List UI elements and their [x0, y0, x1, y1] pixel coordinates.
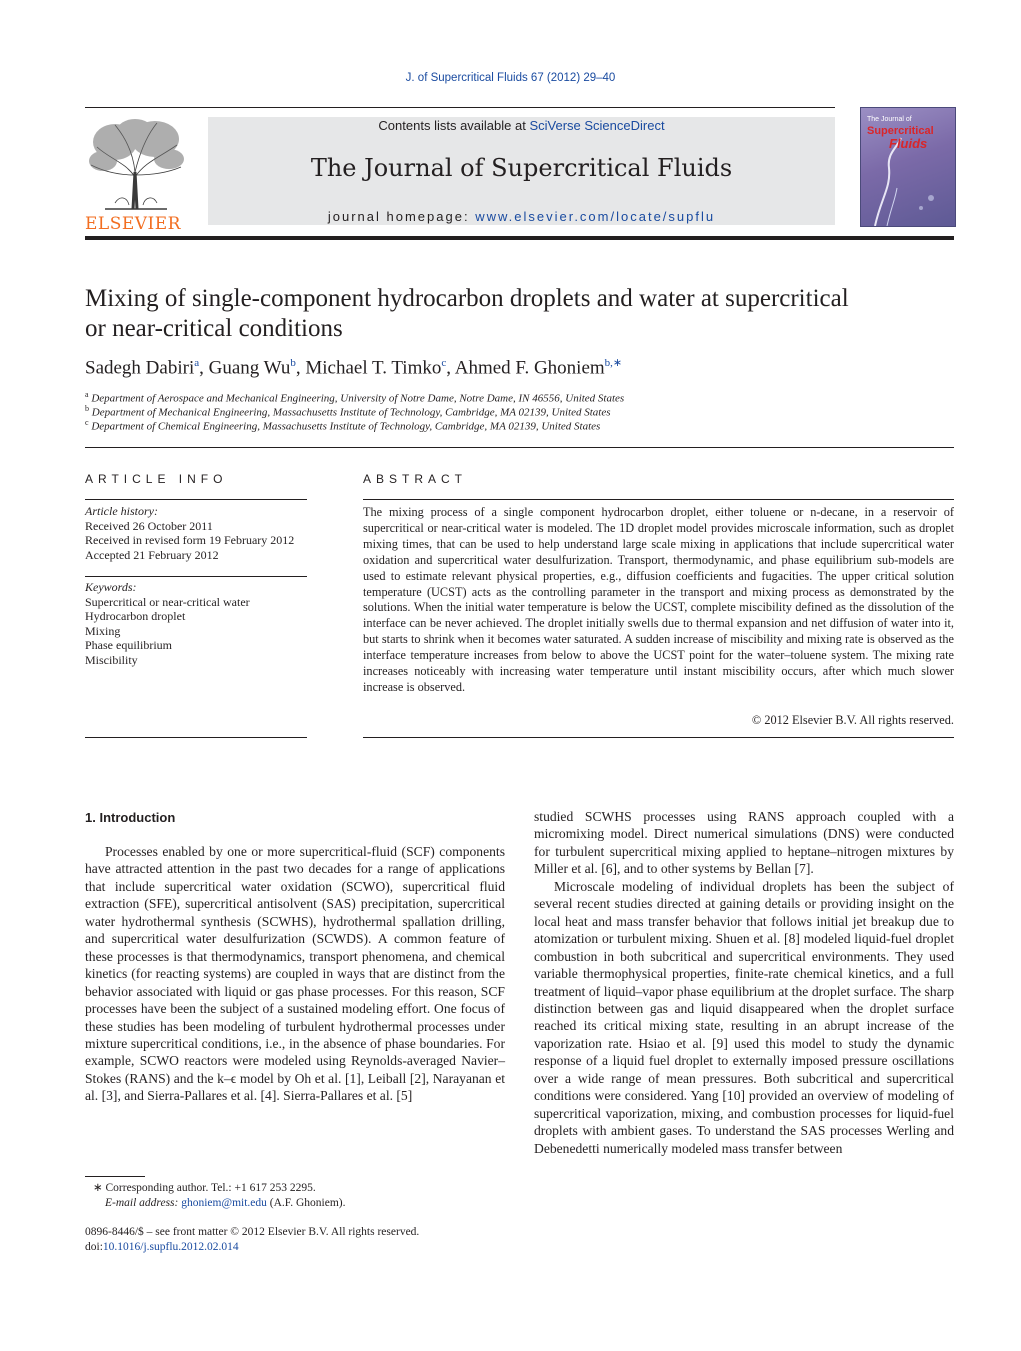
keywords-rule [85, 576, 307, 577]
accepted-date: Accepted 21 February 2012 [85, 547, 219, 562]
author-affil-mark[interactable]: b [290, 357, 296, 369]
journal-cover[interactable] [860, 107, 956, 227]
author-separator: , [295, 357, 306, 379]
abstract-heading: ABSTRACT [363, 472, 468, 486]
section-heading: 1. Introduction [85, 810, 176, 825]
publisher-wordmark: ELSEVIER [85, 214, 181, 234]
doi-link[interactable]: 10.1016/j.supflu.2012.02.014 [102, 1241, 239, 1253]
email-suffix: (A.F. Ghoniem). [266, 1197, 346, 1209]
affiliation [85, 418, 965, 433]
affiliation-text: Department of Aerospace and Mechanical Engineering, University of Notre Dame, Notre Dame, IN 46556, United States [91, 392, 625, 405]
author-separator: , [199, 357, 209, 379]
author-name[interactable]: Sadegh Dabiri [85, 357, 195, 379]
intro-paragraph: Processes enabled by one or more supercritical-fluid (SCF) components have attracted attention in the past two decades for a range of applications that include supercritical water oxidation (SCWO), supercritical fluid extraction (SFE), supercritical antisolvent (SAS) precipitation, supercritical water hydrothermal synthesis (SCWHS), hydrothermal spallation drilling, and supercritical water desulfurization (SCWDS). A common feature of these processes is that thermodynamics, transport phenomena, and chemical kinetics (for reacting systems) are coupled in ways that are distinct from the behavior associated with liquid or gas phase processes. For this reason, SCF processes have been the subject of a sustained modeling effort. One focus of these studies has been modeling of turbulent hydrothermal processes under mixture supercritical conditions, i.e., in the absence of phase boundaries. For example, SCWO reactors were modeled using Reynolds-averaged Navier–Stokes (RANS) and the k–ϵ model by Oh et al. [1], Leiball [2], Narayanan et al. [3], and Sierra-Pallares et al. [4]. Sierra-Pallares et al. [5] [85, 844, 505, 1104]
issn-line: 0896-8446/$ – see front matter © 2012 Elsevier B.V. All rights reserved. [85, 1226, 420, 1238]
affiliation [85, 390, 965, 405]
keywords-block [85, 580, 307, 667]
author-name[interactable]: Ahmed F. Ghoniem [454, 357, 605, 379]
intro-paragraph: studied SCWHS processes using RANS approach coupled with a micromixing model. Direct numerical simulations (DNS) were conducted for turbulent supercritical mixing applied to heptane–nitrogen mixtures by Miller et al. [6], and to other systems by Bellan [7]. [534, 809, 954, 877]
article-info-rule [85, 499, 307, 500]
affiliation-mark: b [85, 404, 89, 413]
journal-name: The Journal of Supercritical Fluids [310, 154, 733, 182]
affiliation-text: Department of Chemical Engineering, Massachusetts Institute of Technology, Cambridge, MA 02139, United States [91, 420, 601, 433]
history-label: Article history: [85, 504, 158, 518]
cover-title-line1: The Journal of [867, 116, 912, 123]
homepage-prefix: journal homepage: [327, 209, 476, 224]
article-info-bottom-rule [85, 737, 307, 738]
footnote-corresponding: ∗ Corresponding author. Tel.: +1 617 253 2295. [93, 1182, 316, 1194]
article-title [85, 284, 965, 344]
cover-title-line3: Fluids [889, 136, 928, 151]
abstract-bottom-rule [363, 737, 954, 738]
author-affil-mark[interactable]: a [194, 357, 200, 369]
sciencedirect-link[interactable]: SciVerse ScienceDirect [529, 118, 665, 133]
footnote-rule [85, 1176, 145, 1177]
intro-right-column [534, 808, 954, 1157]
abstract-rule [363, 499, 954, 500]
author-affil-mark[interactable]: b,∗ [604, 357, 623, 369]
author-name[interactable]: Michael T. Timko [305, 357, 442, 379]
author-affil-mark[interactable]: c [441, 357, 447, 369]
email-link[interactable]: ghoniem@mit.edu [181, 1197, 267, 1209]
article-history [85, 504, 307, 562]
keyword: Miscibility [85, 652, 138, 667]
cover-title-line2: Supercritical [867, 125, 934, 137]
keywords-label: Keywords: [85, 580, 137, 594]
doi-prefix: doi: [85, 1241, 103, 1253]
intro-paragraph: Microscale modeling of individual droplets has been the subject of several recent studies directed at gaining details or providing insight on the local heat and mass transfer behavior that follows initial jet breakup due to atomization or turbulent mixing. Shuen et al. [8] modeled liquid-fuel droplet combustion in both subcritical and supercritical environments. They used variable thermophysical properties, finite-rate chemical kinetics, and a full treatment of liquid–vapor phase equilibrium at the droplet surface. The sharp distinction between gas and liquid disappeared when the droplet surface reached its critical mixing state, resulting in an abrupt increase of the vaporization rate. Hsiao et al. [9] used this model to study the dynamic response of a liquid fuel droplet to externally imposed pressure oscillations over a wide range of mean pressures. Both subcritical and supercritical conditions were considered. Yang [10] provided an overview of modeling of supercritical vaporization, mixing, and combustion processes for liquid-fuel droplets with ambient gases. To understand the SAS processes Werling and Debenedetti numerically modeled mass transfer between [534, 878, 954, 1156]
journal-citation[interactable]: J. of Supercritical Fluids 67 (2012) 29–40 [405, 72, 616, 84]
abstract-text: The mixing process of a single component hydrocarbon droplet, either toluene or n-decane, in a reservoir of supercritical or near-critical water is modeled. The 1D droplet model provides microscale information, such as droplet mixing times, that can be used to help understand large scale mixing in applications that include supercritical water oxidation and supercritical water desulfurization. Transport, thermodynamic, and phase equilibrium sub-models are used to estimate relevant physical properties, e.g., diffusion coefficients and fugacities. The upper critical solution temperature (UCST) acts as the controlling parameter in the transport and mixing process as demonstrated by the solutions. When the initial water temperature is below the UCST, complete miscibility defined as the dissolution of the interface can be never achieved. The droplet initially swells due to thermal expansion and net diffusion of water into it, but starts to shrink when it becomes water saturated. A sudden increase of miscibility and mixing rate is observed as the interface temperature increases from below to above the UCST point for the water–toluene system. The mixing rate increases noticeably with increasing water temperature until instant miscibility occurs, after which much slower increase is observed. [363, 505, 954, 694]
revised-date: Received in revised form 19 February 2012 [85, 533, 295, 547]
elsevier-logo[interactable] [85, 117, 187, 234]
author-separator: , [446, 357, 455, 379]
contents-prefix: Contents lists available at [378, 118, 530, 133]
keyword: Hydrocarbon droplet [85, 609, 186, 623]
intro-left-column [85, 843, 505, 1105]
keyword: Phase equilibrium [85, 638, 172, 652]
affiliation-rule [85, 447, 954, 448]
journal-homepage [208, 209, 835, 224]
email-label: E-mail address: [105, 1197, 182, 1209]
keyword: Mixing [85, 623, 121, 638]
affiliation-text: Department of Mechanical Engineering, Massachusetts Institute of Technology, Cambridge, MA 02139, United States [91, 406, 611, 419]
author-list [85, 356, 622, 379]
affiliation-mark: a [85, 390, 89, 399]
copyright: © 2012 Elsevier B.V. All rights reserved. [751, 713, 954, 727]
author-name[interactable]: Guang Wu [208, 357, 291, 379]
article-title-line2: or near-critical conditions [85, 315, 343, 342]
homepage-link[interactable]: www.elsevier.com/locate/supflu [475, 209, 716, 224]
footnote-email [105, 1196, 525, 1211]
header-top-rule [85, 107, 835, 108]
keyword: Supercritical or near-critical water [85, 594, 250, 609]
doi-line [85, 1240, 515, 1255]
contents-line [208, 118, 835, 133]
article-title-line1: Mixing of single-component hydrocarbon droplets and water at supercritical [85, 285, 849, 312]
affiliation [85, 404, 965, 419]
affiliation-mark: c [85, 418, 89, 427]
received-date: Received 26 October 2011 [85, 518, 213, 533]
masthead-bottom-rule [85, 236, 954, 240]
elsevier-tree-icon [85, 117, 187, 212]
article-info-heading: ARTICLE INFO [85, 472, 228, 486]
